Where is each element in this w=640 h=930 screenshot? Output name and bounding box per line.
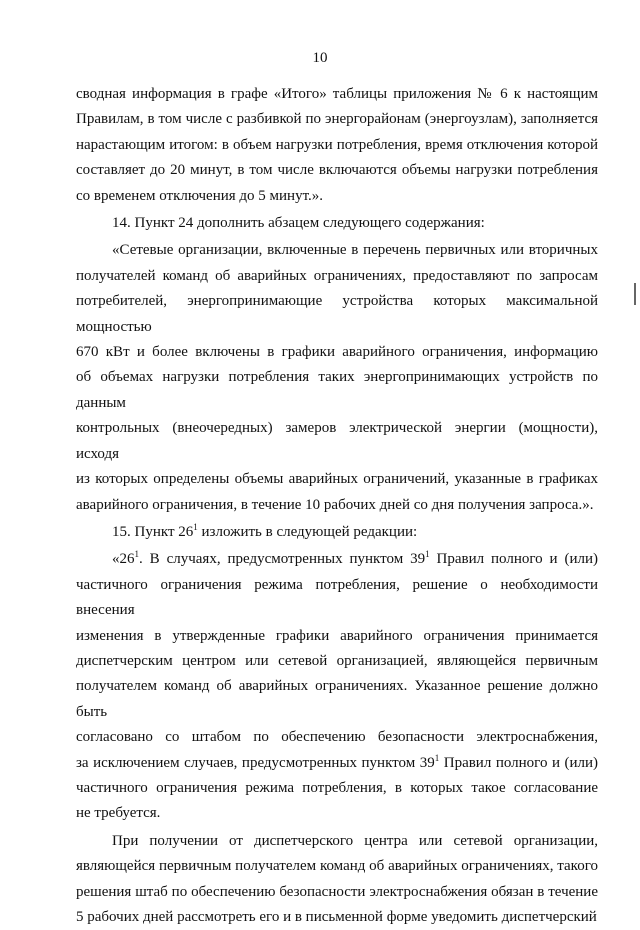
line-text: получателем команд об аварийных ограничениях. Указанное решение должно быть bbox=[76, 678, 598, 720]
page-number: 10 bbox=[312, 50, 328, 66]
document-line bbox=[76, 776, 598, 801]
document-line bbox=[76, 238, 598, 263]
document-line bbox=[76, 880, 598, 905]
superscript: 1 bbox=[434, 752, 440, 763]
line-text: Правил полного и (или) bbox=[429, 551, 599, 568]
document-line bbox=[76, 674, 598, 725]
line-text: изменения в утвержденные графики аварийного ограничения принимается bbox=[76, 627, 598, 644]
line-text: Правилам, в том числе с разбивкой по энергорайонам (энергоузлам), заполняется bbox=[76, 111, 598, 128]
document-line bbox=[76, 467, 598, 492]
margin-mark bbox=[634, 283, 636, 305]
line-text: изложить в следующей редакции: bbox=[197, 523, 418, 540]
superscript: 1 bbox=[193, 521, 198, 532]
document-line bbox=[76, 493, 598, 518]
document-line bbox=[76, 547, 598, 572]
line-text: со временем отключения до 5 минут.». bbox=[76, 187, 324, 204]
document-line bbox=[76, 158, 598, 183]
document-line bbox=[76, 416, 598, 467]
line-text: Правил полного и (или) bbox=[439, 754, 598, 771]
document-line bbox=[76, 751, 598, 776]
line-text: «26 bbox=[112, 551, 135, 568]
line-text: не требуется. bbox=[76, 805, 161, 822]
document-line bbox=[76, 365, 598, 416]
document-line bbox=[76, 905, 598, 930]
document-line bbox=[76, 82, 598, 107]
line-text: 670 кВт и более включены в графики аварийного ограничения, информацию bbox=[76, 344, 598, 361]
line-text: . В случаях, предусмотренных пунктом 39 bbox=[139, 551, 426, 568]
line-text: согласовано со штабом по обеспечению безопасности электроснабжения, bbox=[76, 729, 598, 746]
document-line bbox=[76, 573, 598, 624]
line-text: нарастающим итогом: в объем нагрузки потребления, время отключения которой bbox=[76, 136, 598, 153]
document-line bbox=[76, 133, 598, 158]
line-text: 5 рабочих дней рассмотреть его и в письменной форме уведомить диспетчерский bbox=[76, 909, 597, 925]
line-text: за исключением случаев, предусмотренных пунктом 39 bbox=[76, 754, 435, 771]
line-text: 15. Пункт 26 bbox=[112, 523, 194, 540]
document-line bbox=[76, 264, 598, 289]
document-line bbox=[76, 184, 598, 209]
line-text: составляет до 20 минут, в том числе включаются объемы нагрузки потребления bbox=[76, 162, 598, 179]
line-text: решения штаб по обеспечению безопасности электроснабжения обязан в течение bbox=[76, 883, 598, 900]
document-line bbox=[76, 289, 598, 340]
line-text: аварийного ограничения, в течение 10 рабочих дней со дня получения запроса.». bbox=[76, 496, 594, 513]
line-text: частичного ограничения режима потребления, в которых такое согласование bbox=[76, 779, 598, 796]
superscript: 1 bbox=[425, 549, 430, 560]
document-line bbox=[76, 649, 598, 674]
line-text: 14. Пункт 24 дополнить абзацем следующего содержания: bbox=[112, 215, 485, 232]
document-line bbox=[76, 211, 598, 236]
document-line bbox=[76, 624, 598, 649]
document-line bbox=[76, 340, 598, 365]
document-line bbox=[76, 801, 598, 826]
line-text: контрольных (внеочередных) замеров электрической энергии (мощности), исходя bbox=[76, 420, 598, 462]
line-text: из которых определены объемы аварийных ограничений, указанные в графиках bbox=[76, 471, 598, 488]
line-text: «Сетевые организации, включенные в перечень первичных или вторичных bbox=[112, 242, 598, 259]
line-text: диспетчерским центром или сетевой организацией, являющейся первичным bbox=[76, 652, 598, 669]
document-line bbox=[76, 107, 598, 132]
document-line bbox=[76, 854, 598, 879]
line-text: частичного ограничения режима потребления, решение о необходимости внесения bbox=[76, 576, 598, 619]
document-body bbox=[76, 82, 598, 930]
line-text: получателей команд об аварийных ограничениях, предоставляют по запросам bbox=[76, 267, 598, 284]
line-text: потребителей, энергопринимающие устройства которых максимальной мощностью bbox=[76, 293, 598, 335]
document-line bbox=[76, 520, 598, 545]
document-line bbox=[76, 725, 598, 750]
superscript: 1 bbox=[134, 549, 139, 560]
line-text: При получении от диспетчерского центра или сетевой организации, bbox=[112, 832, 598, 849]
line-text: об объемах нагрузки потребления таких энергопринимающих устройств по данным bbox=[76, 369, 598, 411]
line-text: сводная информация в графе «Итого» таблицы приложения № 6 к настоящим bbox=[76, 86, 598, 102]
line-text: являющейся первичным получателем команд об аварийных ограничениях, такого bbox=[76, 858, 598, 875]
document-line bbox=[76, 829, 598, 854]
